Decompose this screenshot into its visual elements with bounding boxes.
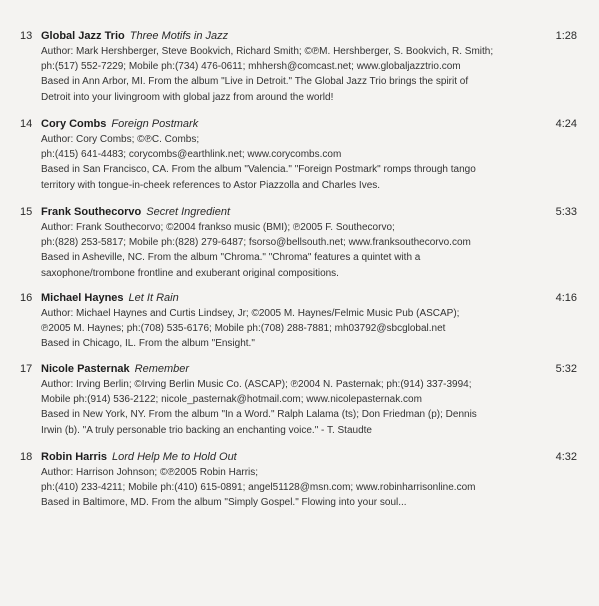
song-title: Secret Ingredient: [146, 206, 231, 218]
info-line: Author: Cory Combs; ©℗C. Combs;: [41, 134, 200, 145]
song-title: Lord Help Me to Hold Out: [112, 451, 237, 463]
track-heading: [41, 290, 541, 306]
info-line: Author: Irving Berlin; ©Irving Berlin Music Co. (ASCAP); ℗2004 N. Pasternak; ph:(914) 337-3994;: [41, 379, 472, 390]
artist-name: Cory Combs: [41, 118, 107, 130]
track-details: [41, 361, 541, 438]
track-heading: [41, 449, 541, 465]
track-details: [41, 290, 541, 352]
info-line: Based in Ann Arbor, MI. From the album "Live in Detroit." The Global Jazz Trio brings the spirit of: [41, 76, 469, 88]
song-title: Three Motifs in Jazz: [129, 30, 229, 42]
info-line: Based in Asheville, NC. From the album "Chroma." "Chroma" features a quintet with a: [41, 252, 421, 264]
track-details: [41, 116, 541, 193]
artist-name: Nicole Pasternak: [41, 363, 130, 375]
info-line: Detroit into your livingroom with global jazz from around the world!: [41, 91, 334, 103]
info-line: territory with tongue-in-cheek references to Astor Piazzolla and Charles Ives.: [41, 179, 381, 191]
track-number: 13: [20, 30, 33, 42]
track-heading: [41, 204, 541, 220]
info-line: ph:(517) 552-7229; Mobile ph:(734) 476-0611; mhhersh@comcast.net; www.globaljazztrio.com: [41, 61, 461, 73]
info-line: Author: Harrison Johnson; ©℗2005 Robin Harris;: [41, 467, 259, 478]
song-title: Remember: [134, 363, 190, 375]
song-title: Let It Rain: [128, 292, 179, 304]
track-info: [41, 377, 541, 438]
info-line: Based in San Francisco, CA. From the album "Valencia." "Foreign Postmark" romps through tango: [41, 164, 476, 176]
info-line: Based in Baltimore, MD. From the album "Simply Gospel." Flowing into your soul...: [41, 497, 407, 509]
track-number: 14: [20, 118, 33, 130]
info-line: ℗2005 M. Haynes; ph:(708) 535-6176; Mobile ph:(708) 288-7881; mh03792@sbcglobal.net: [41, 323, 446, 335]
track-heading: [41, 28, 541, 44]
track-number: 16: [20, 292, 33, 304]
track-duration: 4:16: [555, 292, 577, 304]
track-duration: 4:24: [555, 118, 577, 130]
info-line: ph:(410) 233-4211; Mobile ph:(410) 615-0891; angel51128@msn.com; www.robinharrisonline.com: [41, 482, 476, 494]
artist-name: Global Jazz Trio: [41, 30, 125, 42]
track-heading: [41, 116, 541, 132]
artist-name: Michael Haynes: [41, 292, 124, 304]
track-duration: 5:32: [555, 363, 577, 375]
song-title: Foreign Postmark: [111, 118, 199, 130]
track-info: [41, 465, 541, 511]
track-info: [41, 220, 541, 281]
info-line: ph:(415) 641-4483; corycombs@earthlink.net; www.corycombs.com: [41, 149, 342, 161]
artist-name: Robin Harris: [41, 451, 108, 463]
track-details: [41, 28, 541, 105]
info-line: Irwin (b). "A truly personable trio backing an enchanting voice." - T. Staudte: [41, 424, 372, 436]
track-info: [41, 306, 541, 352]
track-details: [41, 204, 541, 281]
track-number: 17: [20, 363, 33, 375]
info-line: Based in Chicago, IL. From the album "Ensight.": [41, 338, 255, 350]
track-duration: 5:33: [555, 206, 577, 218]
info-line: Mobile ph:(914) 536-2122; nicole_pasternak@hotmail.com; www.nicolepasternak.com: [41, 394, 422, 406]
track-number: 15: [20, 206, 33, 218]
track-number: 18: [20, 451, 33, 463]
info-line: saxophone/trombone frontline and exuberant original compositions.: [41, 267, 339, 279]
info-line: ph:(828) 253-5817; Mobile ph:(828) 279-6487; fsorso@bellsouth.net; www.franksouthecorvo.com: [41, 237, 471, 249]
track-info: [41, 44, 541, 105]
track-duration: 4:32: [555, 451, 577, 463]
track-heading: [41, 361, 541, 377]
info-line: Author: Frank Southecorvo; ©2004 frankso music (BMI); ℗2005 F. Southecorvo;: [41, 222, 395, 233]
artist-name: Frank Southecorvo: [41, 206, 142, 218]
track-duration: 1:28: [555, 30, 577, 42]
info-line: Based in New York, NY. From the album "In a Word." Ralph Lalama (ts); Don Friedman (p); Dennis: [41, 409, 477, 421]
track-details: [41, 449, 541, 511]
track-info: [41, 132, 541, 193]
info-line: Author: Michael Haynes and Curtis Lindsey, Jr; ©2005 M. Haynes/Felmic Music Pub (ASCAP);: [41, 308, 460, 319]
info-line: Author: Mark Hershberger, Steve Bookvich, Richard Smith; ©℗M. Hershberger, S. Bookvich, R. Smith;: [41, 46, 494, 57]
